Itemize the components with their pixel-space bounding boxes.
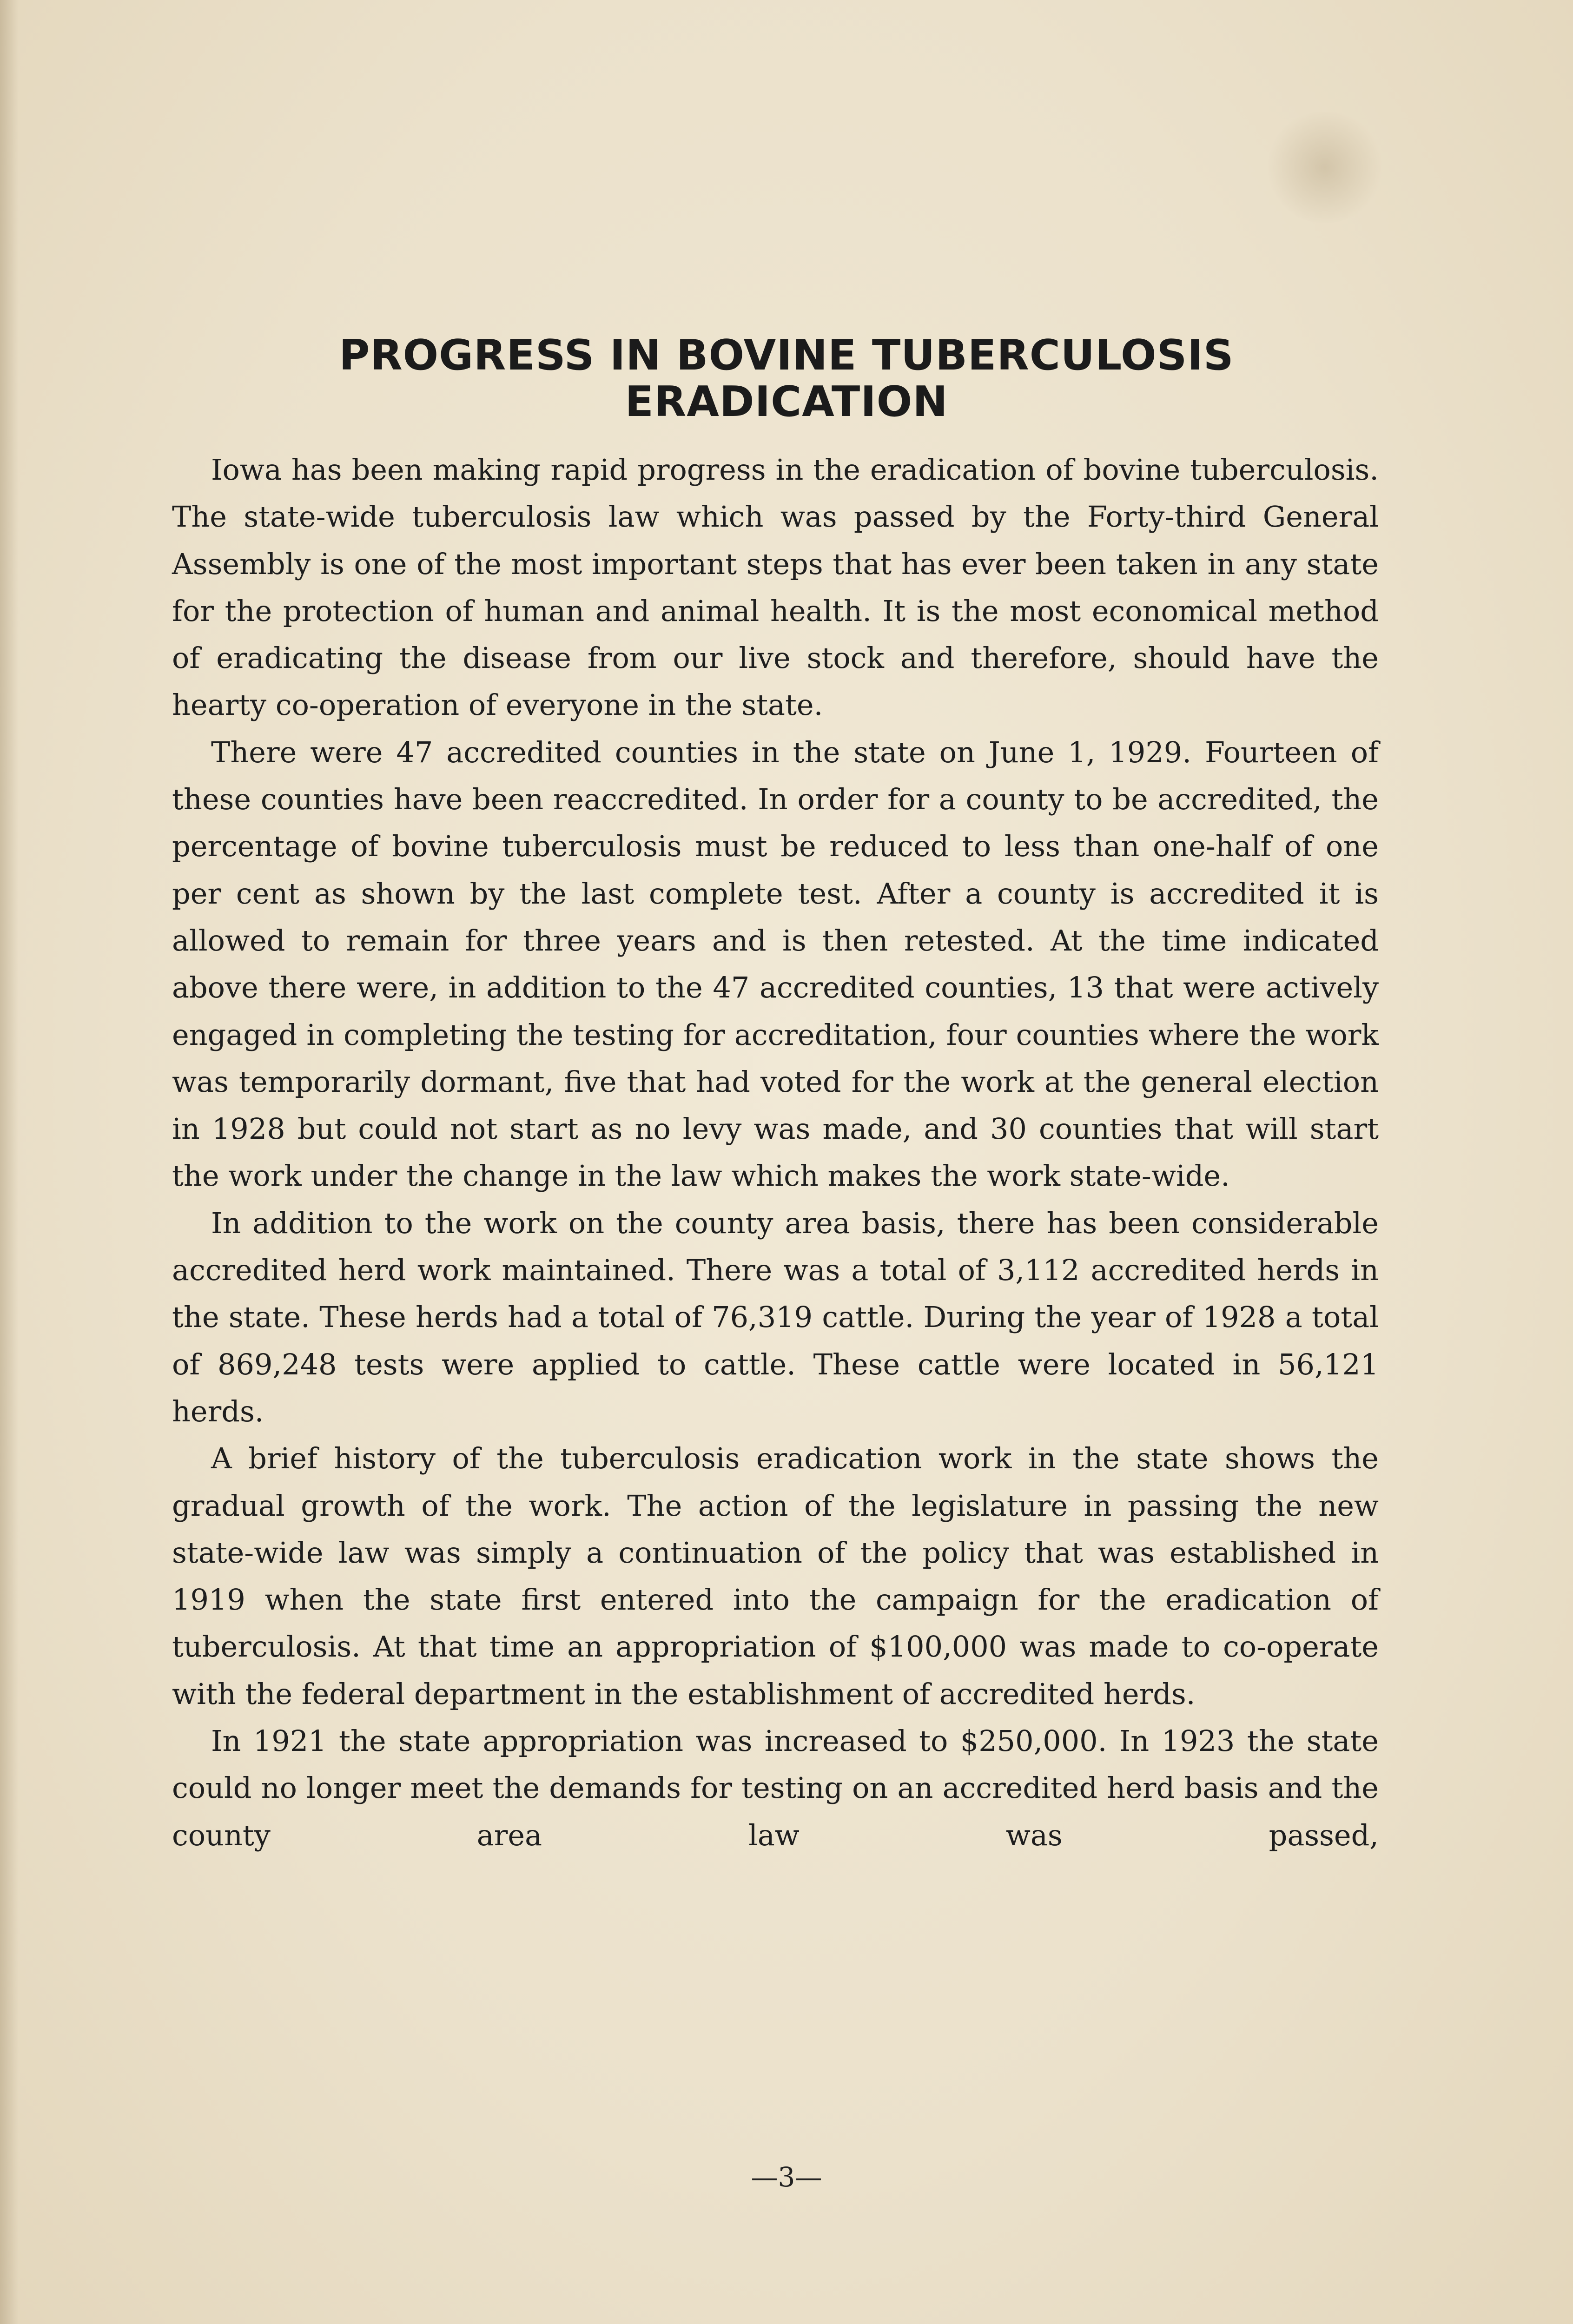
paragraph-1: Iowa has been making rapid progress in the eradication of bovine tuberculosis. The state-wide tuberculosis law which was passed by the Forty-third General Assembly is one of the most important steps that has ever been taken in any state for the protection of human and animal health. It is the most economical method of eradicating the disease from our live stock and therefore, should have the hearty co-operation of everyone in the state. <box>172 453 1379 722</box>
page-title-line-1: PROGRESS IN BOVINE TUBERCULOSIS <box>339 331 1234 380</box>
paragraph-5: In 1921 the state appropriation was increased to $250,000. In 1923 the state could no longer meet the demands for testing on an accredited herd basis and the county area law was passed, <box>172 1724 1379 1852</box>
paper-stain <box>1264 112 1385 223</box>
paragraph-2: There were 47 accredited counties in the state on June 1, 1929. Fourteen of these counties have been reaccredited. In order for a county to be accredited, the percentage of bovine tuberculosis must be reduced to less than one-half of one per cent as shown by the last complete test. After a county is accredited it is allowed to remain for three years and is then retested. At the time indicated above there were, in addition to the 47 accredited counties, 13 that were actively engaged in completing the testing for accreditation, four counties where the work was temporarily dormant, five that had voted for the work at the general election in 1928 but could not start as no levy was made, and 30 counties that will start the work under the change in the law which makes the work state-wide. <box>172 735 1379 1193</box>
paragraph-4: A brief history of the tuberculosis eradication work in the state shows the gradual growth of the work. The action of the legislature in passing the new state-wide law was simply a continuation of the policy that was established in 1919 when the state first entered into the campaign for the eradication of tuberculosis. At that time an appropriation of $100,000 was made to co-operate with the federal department in the establishment of accredited herds. <box>172 1441 1379 1711</box>
page-title-line-2: ERADICATION <box>625 377 948 426</box>
page-number: —3— <box>751 2161 822 2193</box>
article-body <box>172 446 1379 1859</box>
paragraph-3: In addition to the work on the county area basis, there has been considerable accredited herd work maintained. There was a total of 3,112 accredited herds in the state. These herds had a total of 76,319 cattle. During the year of 1928 a total of 869,248 tests were applied to cattle. These cattle were located in 56,121 herds. <box>172 1206 1379 1428</box>
